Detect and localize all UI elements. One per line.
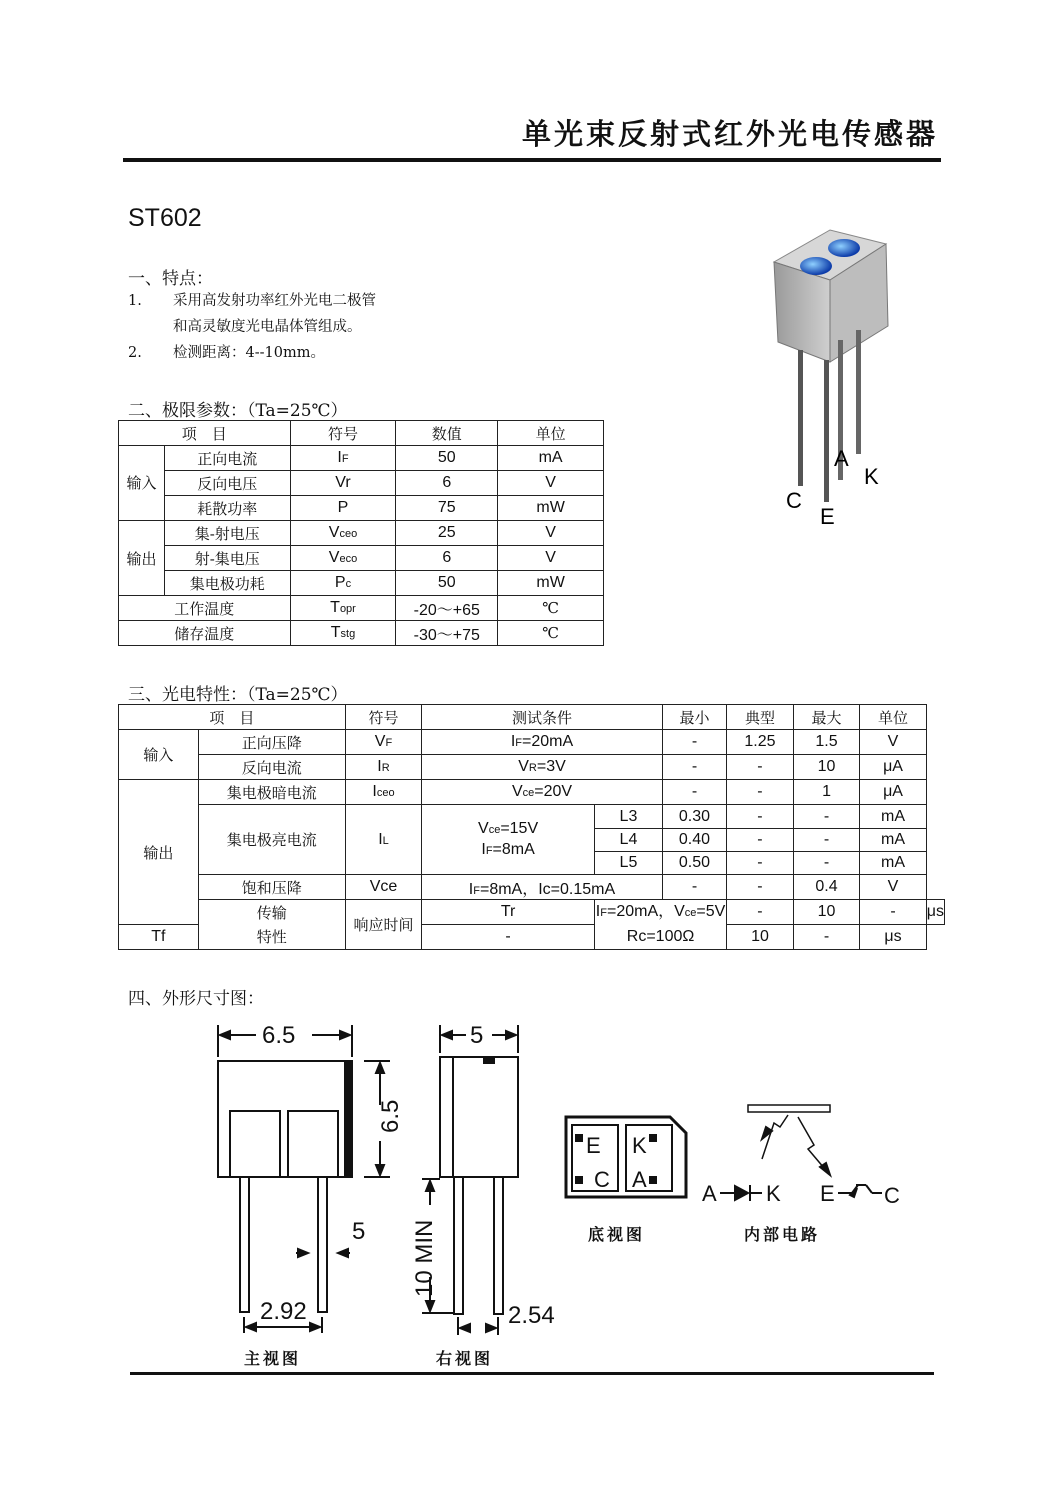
- table-row: 耗散功率 P 75 mW: [119, 496, 604, 521]
- limits-heading: 二、极限参数：（Ta=25℃）: [128, 401, 348, 421]
- page-title: 单光束反射式红外光电传感器: [521, 117, 938, 151]
- table-row: L5 0.50 - - mA: [119, 852, 945, 875]
- feature-item: 1. 采用高发射功率红外光电二极管: [128, 293, 376, 309]
- table-row: 传输 特性 响应时间 Tr IF=20mA，Vce=5V Rc=100Ω - 10 - μs: [119, 900, 945, 925]
- table-header-row: 项 目 符号 数值 单位: [119, 421, 604, 446]
- feature-item: 2. 检测距离：4--10mm。: [128, 345, 325, 361]
- product-photo: [760, 222, 900, 532]
- bottom-view-caption: 底视图: [588, 1225, 646, 1244]
- table-row: 集电极亮电流 IL Vce=15V IF=8mA L3 0.30 - - mA: [119, 805, 945, 829]
- table-row: 输入 正向压降 VF IF=20mA - 1.25 1.5 V: [119, 730, 945, 755]
- dimension-drawings: [200, 1015, 940, 1375]
- circuit-c-label: C: [884, 1183, 900, 1208]
- bottom-view: [566, 1117, 686, 1197]
- optics-table: [118, 704, 945, 950]
- pin-label-e: E: [820, 504, 835, 529]
- front-height-label: 6.5: [377, 1099, 404, 1133]
- circuit-a-label: A: [702, 1181, 717, 1206]
- side-view-caption: 右视图: [436, 1349, 494, 1368]
- bottom-a-label: A: [632, 1167, 647, 1192]
- front-width-label: 6.5: [262, 1022, 296, 1049]
- front-gap-label: 5: [352, 1218, 366, 1245]
- side-pitch-label: 2.54: [508, 1302, 555, 1329]
- internal-circuit: [720, 1105, 882, 1201]
- table-row: 输出 集-射电压 Vceo 25 V: [119, 521, 604, 546]
- table-row: 工作温度 Topr -20～+65 ℃: [119, 596, 604, 621]
- circuit-e-label: E: [820, 1181, 835, 1206]
- optics-heading: 三、光电特性：（Ta=25℃）: [128, 685, 348, 705]
- pin-label-k: K: [864, 464, 879, 489]
- header-rule: [123, 158, 941, 162]
- table-row: 储存温度 Tstg -30～+75 ℃: [119, 621, 604, 646]
- table-row: 射-集电压 Veco 6 V: [119, 546, 604, 571]
- model-number: ST602: [128, 204, 202, 232]
- feature-item-cont: 和高灵敏度光电晶体管组成。: [173, 319, 362, 335]
- bottom-e-label: E: [586, 1133, 601, 1158]
- table-row: 输出 集电极暗电流 Iceo Vce=20V - - 1 μA: [119, 780, 945, 805]
- front-view-caption: 主视图: [244, 1349, 302, 1368]
- table-row: Tf - 10 - μs: [119, 925, 945, 950]
- table-row: 反向电流 IR VR=3V - - 10 μA: [119, 755, 945, 780]
- circuit-k-label: K: [766, 1181, 781, 1206]
- circuit-caption: 内部电路: [744, 1225, 821, 1244]
- table-header-row: 项 目 符号 测试条件 最小 典型 最大 单位: [119, 705, 945, 730]
- table-row: 饱和压降 Vce IF=8mA，Ic=0.15mA - - 0.4 V: [119, 875, 945, 900]
- feature-list: [128, 288, 376, 366]
- limits-table: [118, 420, 604, 646]
- drawings-heading: 四、外形尺寸图：: [128, 989, 264, 1009]
- pin-label-c: C: [786, 488, 802, 513]
- bottom-c-label: C: [594, 1167, 610, 1192]
- footer-rule: [130, 1372, 934, 1375]
- front-pitch-label: 2.92: [260, 1298, 307, 1325]
- side-lead-label: 10 MIN: [411, 1219, 438, 1297]
- front-view: [218, 1025, 390, 1333]
- side-width-label: 5: [470, 1022, 484, 1049]
- bottom-k-label: K: [632, 1133, 647, 1158]
- table-row: 集电极功耗 Pc 50 mW: [119, 571, 604, 596]
- features-heading: 一、特点：: [128, 269, 213, 289]
- table-row: L4 0.40 - - mA: [119, 829, 945, 852]
- table-row: 输入 正向电流 IF 50 mA: [119, 446, 604, 471]
- table-row: 反向电压 Vr 6 V: [119, 471, 604, 496]
- pin-label-a: A: [834, 446, 849, 471]
